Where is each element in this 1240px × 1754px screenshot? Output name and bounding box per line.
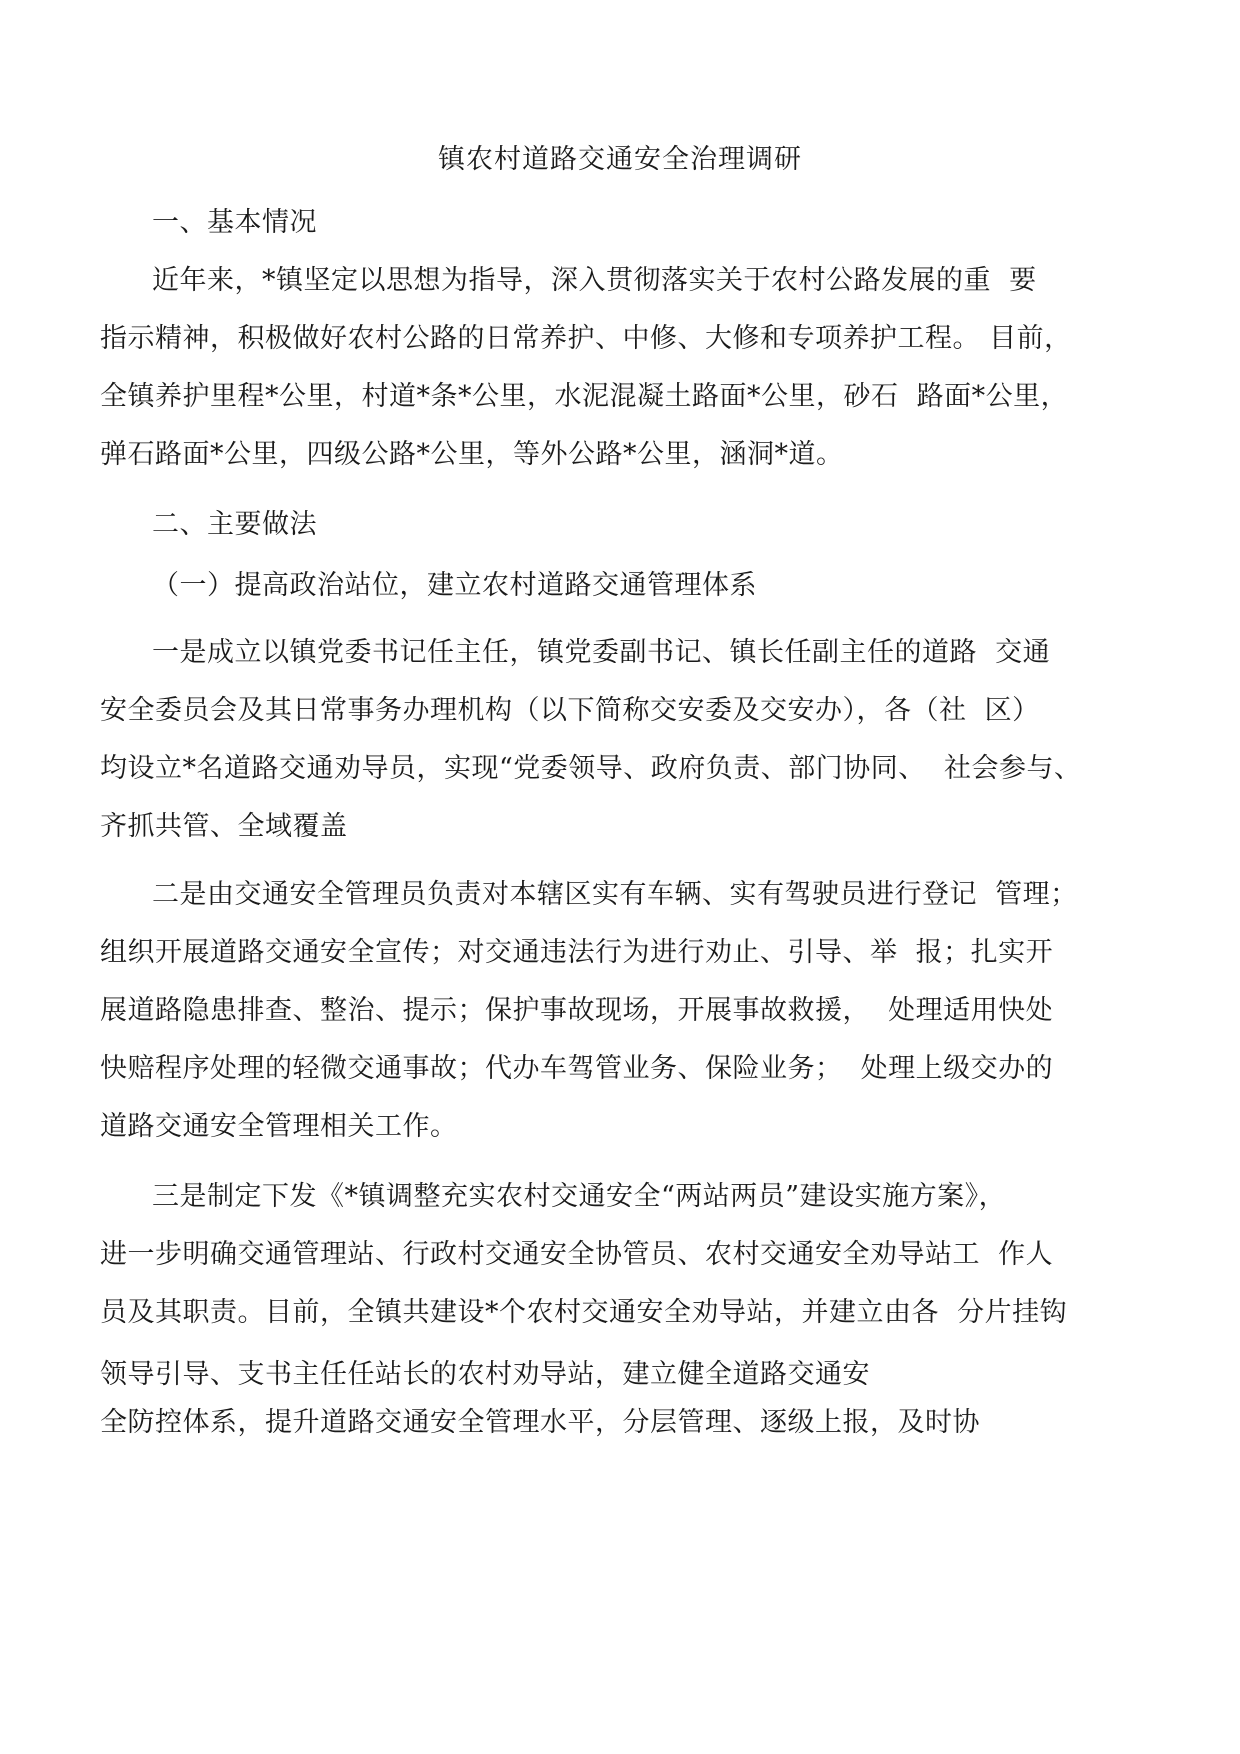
paragraph-line: 三是制定下发《*镇调整充实农村交通安全“两站两员”建设实施方案》， xyxy=(152,1181,1007,1212)
paragraph-line: 弹石路面*公里，四级公路*公里，等外公路*公里，涵洞*道。 xyxy=(100,439,844,470)
paragraph-line: 齐抓共管、全域覆盖 xyxy=(100,811,348,842)
paragraph-line: 进一步明确交通管理站、行政村交通安全协管员、农村交通安全劝导站工 作人 xyxy=(100,1239,1054,1270)
paragraph-line: 展道路隐患排查、整治、提示；保护事故现场，开展事故救援， 处理适用快处 xyxy=(100,995,1054,1026)
paragraph-line: 员及其职责。目前，全镇共建设*个农村交通安全劝导站，并建立由各 分片挂钩 xyxy=(100,1297,1068,1328)
paragraph-line: 全镇养护里程*公里，村道*条*公里，水泥混凝土路面*公里，砂石 路面*公里， xyxy=(100,381,1069,412)
paragraph-line: 一是成立以镇党委书记任主任，镇党委副书记、镇长任副主任的道路 交通 xyxy=(152,637,1051,668)
subsection-heading: （一）提高政治站位，建立农村道路交通管理体系 xyxy=(152,570,757,601)
paragraph-line: 领导引导、支书主任任站长的农村劝导站，建立健全道路交通安 xyxy=(100,1359,870,1390)
paragraph-line: 快赔程序处理的轻微交通事故；代办车驾管业务、保险业务； 处理上级交办的 xyxy=(100,1053,1054,1084)
paragraph-line: 全防控体系，提升道路交通安全管理水平，分层管理、逐级上报，及时协 xyxy=(100,1407,980,1438)
paragraph-line: 二是由交通安全管理员负责对本辖区实有车辆、实有驾驶员进行登记 管理； xyxy=(152,879,1078,910)
section-heading-practices: 二、主要做法 xyxy=(152,509,317,540)
paragraph-line: 道路交通安全管理相关工作。 xyxy=(100,1111,458,1142)
paragraph-line: 指示精神，积极做好农村公路的日常养护、中修、大修和专项养护工程。 目前， xyxy=(100,323,1072,354)
paragraph-line: 近年来，*镇坚定以思想为指导，深入贯彻落实关于农村公路发展的重 要 xyxy=(152,265,1037,296)
paragraph-line: 安全委员会及其日常事务办理机构（以下简称交安委及交安办），各（社 区） xyxy=(100,695,1040,726)
paragraph-line: 组织开展道路交通安全宣传；对交通违法行为进行劝止、引导、举 报；扎实开 xyxy=(100,937,1054,968)
document-title: 镇农村道路交通安全治理调研 xyxy=(438,144,802,175)
section-heading-basic: 一、基本情况 xyxy=(152,207,317,238)
paragraph-line: 均设立*名道路交通劝导员，实现“党委领导、政府负责、部门协同、 社会参与、 xyxy=(100,753,1082,784)
